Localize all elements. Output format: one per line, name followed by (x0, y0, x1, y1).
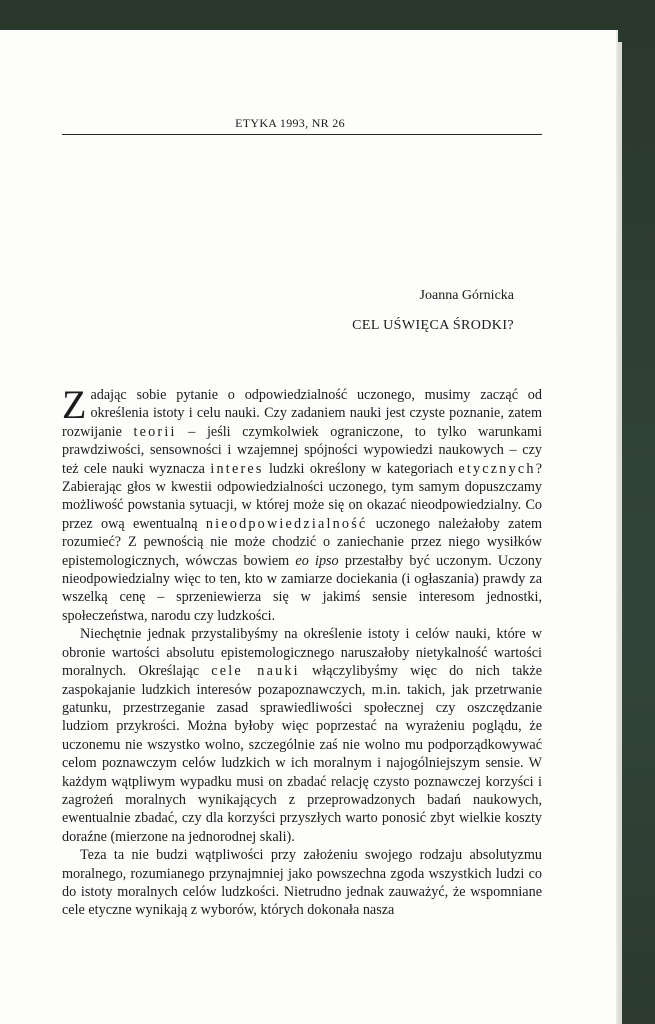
drop-cap: Z (62, 382, 87, 427)
spaced-emphasis: etycznych (458, 460, 536, 477)
text-run: przestałby być uczonym. Uczony nieodpowiedzialny więc to ten, kto w zamiarze dociekania (i ogłaszania) prawdy za wszelką cenę – sprzeniewierza się w jakimś sensie interesom jednostki, społeczeństwa, narodu czy ludzkości. (62, 552, 542, 624)
text-run: adając sobie pytanie o odpowiedzialność uczonego, musimy zacząć od określenia istoty i celu nauki. Czy zadaniem nauki jest czyste poznanie, zatem rozwijanie (62, 387, 542, 440)
body-paragraph (62, 382, 543, 625)
body-paragraph (62, 846, 542, 920)
text-run: Niechętnie jednak przystalibyśmy na określenie istoty i celów nauki, które w obronie wartości absolutu epistemologicznego naruszałoby nietykalność wartości moralnych. Określając (62, 626, 542, 680)
spaced-emphasis: nieodpowiedzialność (205, 515, 368, 532)
article-body (62, 382, 543, 920)
header-rule (62, 134, 542, 135)
italic-emphasis: eo ipso (295, 552, 339, 569)
text-run: – jeśli czymkolwiek ograniczone, to tylko warunkami prawdziwości, sensowności i wzajemnej spójności wypowiedzi naukowych – czy też cele nauki wyznacza (62, 423, 543, 477)
article-title: CEL UŚWIĘCA ŚRODKI? (352, 318, 514, 333)
spaced-emphasis: interes (210, 460, 264, 477)
journal-page (0, 30, 616, 1024)
text-run: ludzki określony w kategoriach (263, 460, 459, 477)
text-run: uczonego należałoby zatem rozumieć? Z pewnością nie może chodzić o zaniechanie przez niego wysiłków epistemologicznych, wówczas bowiem (62, 515, 542, 569)
text-run: Teza ta nie budzi wątpliwości przy założeniu swojego rodzaju absolutyzmu moralnego, rozumianego przynajmniej jako powszechna zgoda wszystkich ludzi co do istoty moralnych celów ludzkości. Nietrudno jednak zauważyć, że wspomniane cele etyczne wynikają z wyborów, których dokonała nasza (62, 847, 542, 919)
text-run: włączylibyśmy więc do nich także zaspokajanie ludzkich interesów pozapoznawczych, m.in. takich, jak przetrwanie gatunku, przestrzeganie zasad sprawiedliwości społecznej czy oszczędzanie ludziom przykrości. Można byłoby więc poprzestać na wyrażeniu poglądu, że uczonemu nie wszystko wolno, szczególnie zaś nie wolno mu podporządkowywać celom poznawczym celów ludzkich w ich moralnym i najogólniejszym sensie. W każdym wątpliwym wypadku musi on zbadać relację czysto poznawczej korzyści i zagrożeń moralnych wynikających z przeprowadzonych badań naukowych, ewentualnie zbadać, czy dla korzyści przyszłych warto ponosić zbyt wielkie koszty doraźne (mierzone na jednorodnej skali). (62, 663, 542, 845)
spaced-emphasis: teorii (133, 423, 177, 440)
article-author: Joanna Górnicka (419, 288, 514, 303)
page-edge (616, 42, 622, 1024)
text-run: ? Zabierając głos w kwestii odpowiedzialności uczonego, tym samym dopuszczamy możliwość powstania sytuacji, w której może się on okazać nieodpowiedzialny. Co przez ową ewentualną (62, 460, 542, 532)
spaced-emphasis: cele nauki (211, 663, 300, 680)
body-paragraph (62, 625, 542, 846)
running-header: ETYKA 1993, NR 26 (235, 116, 345, 130)
